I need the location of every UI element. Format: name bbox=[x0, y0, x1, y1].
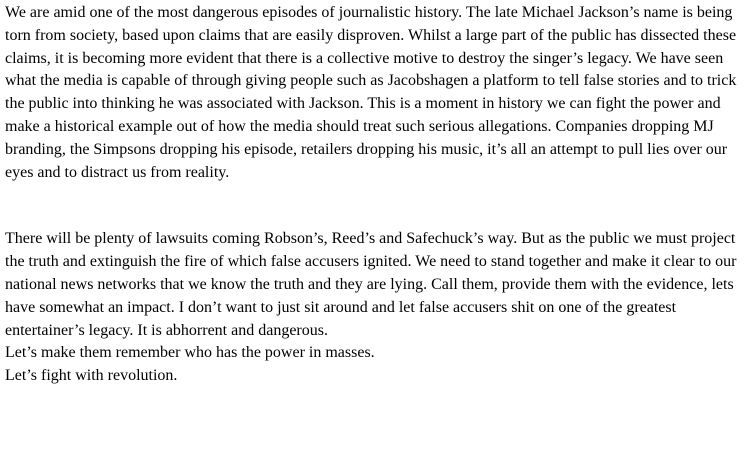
paragraph-1: We are amid one of the most dangerous episodes of journalistic history. The late Michael Jackson’s name is being torn from society, based upon claims that are easily disproven. Whilst a large part of the public has dissected these claims, it is becoming more evident that there is a collective motive to destroy the singer’s legacy. We have seen what the media is capable of through giving people such as Jacobshagen a platform to tell false stories and to trick the public into thinking he was associated with Jackson. This is a moment in history we can fight the power and make a historical example out of how the media should treat such serious allegations. Companies dropping MJ branding, the Simpsons dropping his episode, retailers dropping his music, it’s all an attempt to pull lies over our eyes and to distract us from reality. bbox=[5, 4, 737, 181]
paragraph-2: There will be plenty of lawsuits coming Robson’s, Reed’s and Safechuck’s way. But as the public we must project the truth and extinguish the fire of which false accusers ignited. We need to stand together and make it clear to our national news networks that we know the truth and they are lying. Call them, provide them with the evidence, lets have somewhat an impact. I don’t want to just sit around and let false accusers shit on one of the greatest entertainer’s legacy. It is abhorrent and dangerous. bbox=[5, 230, 737, 339]
paragraph-4: Let’s fight with revolution. bbox=[5, 367, 178, 385]
paragraph-3: Let’s make them remember who has the power in masses. bbox=[5, 344, 375, 362]
paragraph-spacer bbox=[5, 184, 740, 228]
document-body bbox=[5, 2, 740, 388]
